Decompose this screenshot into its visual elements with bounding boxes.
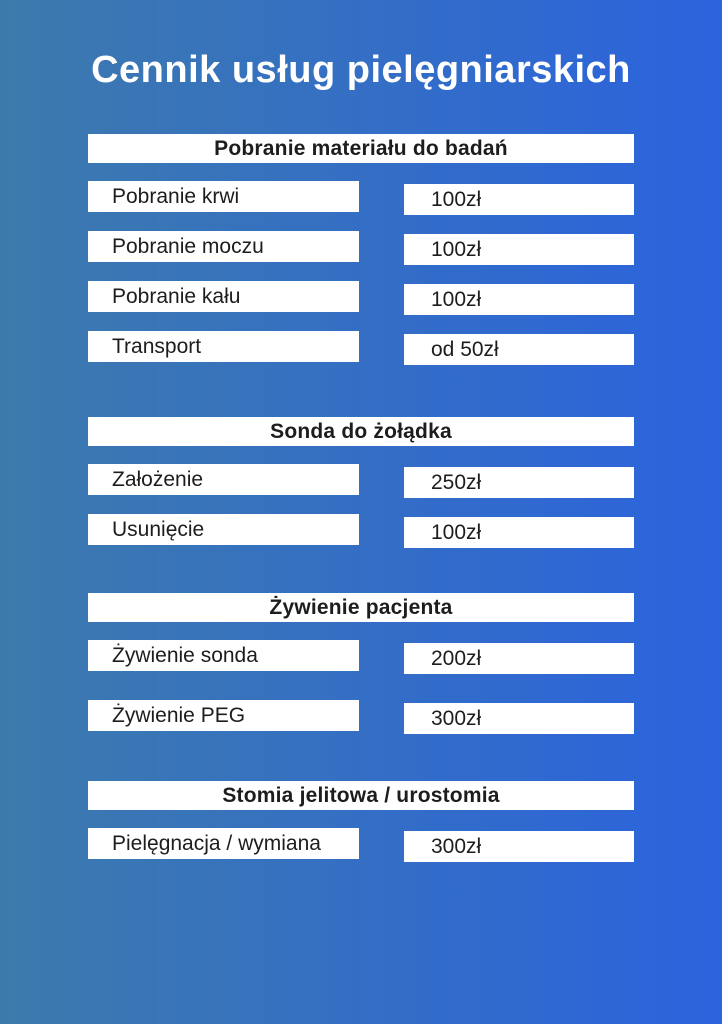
service-name: Pobranie moczu bbox=[112, 234, 264, 258]
section-header-bar bbox=[88, 417, 634, 446]
service-name-box bbox=[88, 828, 359, 859]
section-header-bar bbox=[88, 593, 634, 622]
price-row bbox=[88, 464, 634, 495]
service-name: Pielęgnacja / wymiana bbox=[112, 831, 321, 855]
service-price: 100zł bbox=[431, 520, 482, 544]
service-price-box bbox=[404, 184, 634, 215]
service-name-box bbox=[88, 181, 359, 212]
page-title: Cennik usług pielęgniarskich bbox=[91, 49, 631, 91]
service-name-box bbox=[88, 514, 359, 545]
service-price: 300zł bbox=[431, 706, 482, 730]
section-header-bar bbox=[88, 134, 634, 163]
service-price-box bbox=[404, 831, 634, 862]
section-stomia-urostomia bbox=[88, 781, 634, 859]
service-name: Usunięcie bbox=[112, 517, 205, 541]
price-row bbox=[88, 181, 634, 212]
service-price-box bbox=[404, 334, 634, 365]
section-header-label: Pobranie materiału do badań bbox=[214, 136, 508, 160]
section-header-label: Stomia jelitowa / urostomia bbox=[222, 783, 500, 807]
price-row bbox=[88, 281, 634, 312]
service-name: Pobranie kału bbox=[112, 284, 241, 308]
price-list bbox=[88, 134, 634, 859]
section-header-label: Sonda do żołądka bbox=[270, 419, 452, 443]
price-row bbox=[88, 640, 634, 671]
section-header-label: Żywienie pacjenta bbox=[269, 595, 453, 619]
section-header-bar bbox=[88, 781, 634, 810]
price-row bbox=[88, 231, 634, 262]
service-price: od 50zł bbox=[431, 337, 499, 361]
service-price: 100zł bbox=[431, 237, 482, 261]
service-name: Transport bbox=[112, 334, 202, 358]
service-name: Żywienie sonda bbox=[112, 643, 258, 667]
service-name-box bbox=[88, 231, 359, 262]
service-price: 100zł bbox=[431, 187, 482, 211]
service-name-box bbox=[88, 281, 359, 312]
service-price-box bbox=[404, 467, 634, 498]
service-price: 200zł bbox=[431, 646, 482, 670]
service-name-box bbox=[88, 640, 359, 671]
section-sonda-do-zoladka bbox=[88, 417, 634, 545]
price-row bbox=[88, 700, 634, 731]
service-name-box bbox=[88, 331, 359, 362]
price-row bbox=[88, 331, 634, 362]
section-zywienie-pacjenta bbox=[88, 593, 634, 731]
service-price: 250zł bbox=[431, 470, 482, 494]
section-pobranie-materialu bbox=[88, 134, 634, 362]
service-price-box bbox=[404, 284, 634, 315]
price-row bbox=[88, 828, 634, 859]
service-price-box bbox=[404, 517, 634, 548]
service-name: Żywienie PEG bbox=[112, 703, 246, 727]
service-price-box bbox=[404, 703, 634, 734]
service-price: 100zł bbox=[431, 287, 482, 311]
service-name: Pobranie krwi bbox=[112, 184, 240, 208]
service-name-box bbox=[88, 464, 359, 495]
service-name: Założenie bbox=[112, 467, 204, 491]
service-price: 300zł bbox=[431, 834, 482, 858]
service-name-box bbox=[88, 700, 359, 731]
service-price-box bbox=[404, 234, 634, 265]
service-price-box bbox=[404, 643, 634, 674]
price-row bbox=[88, 514, 634, 545]
